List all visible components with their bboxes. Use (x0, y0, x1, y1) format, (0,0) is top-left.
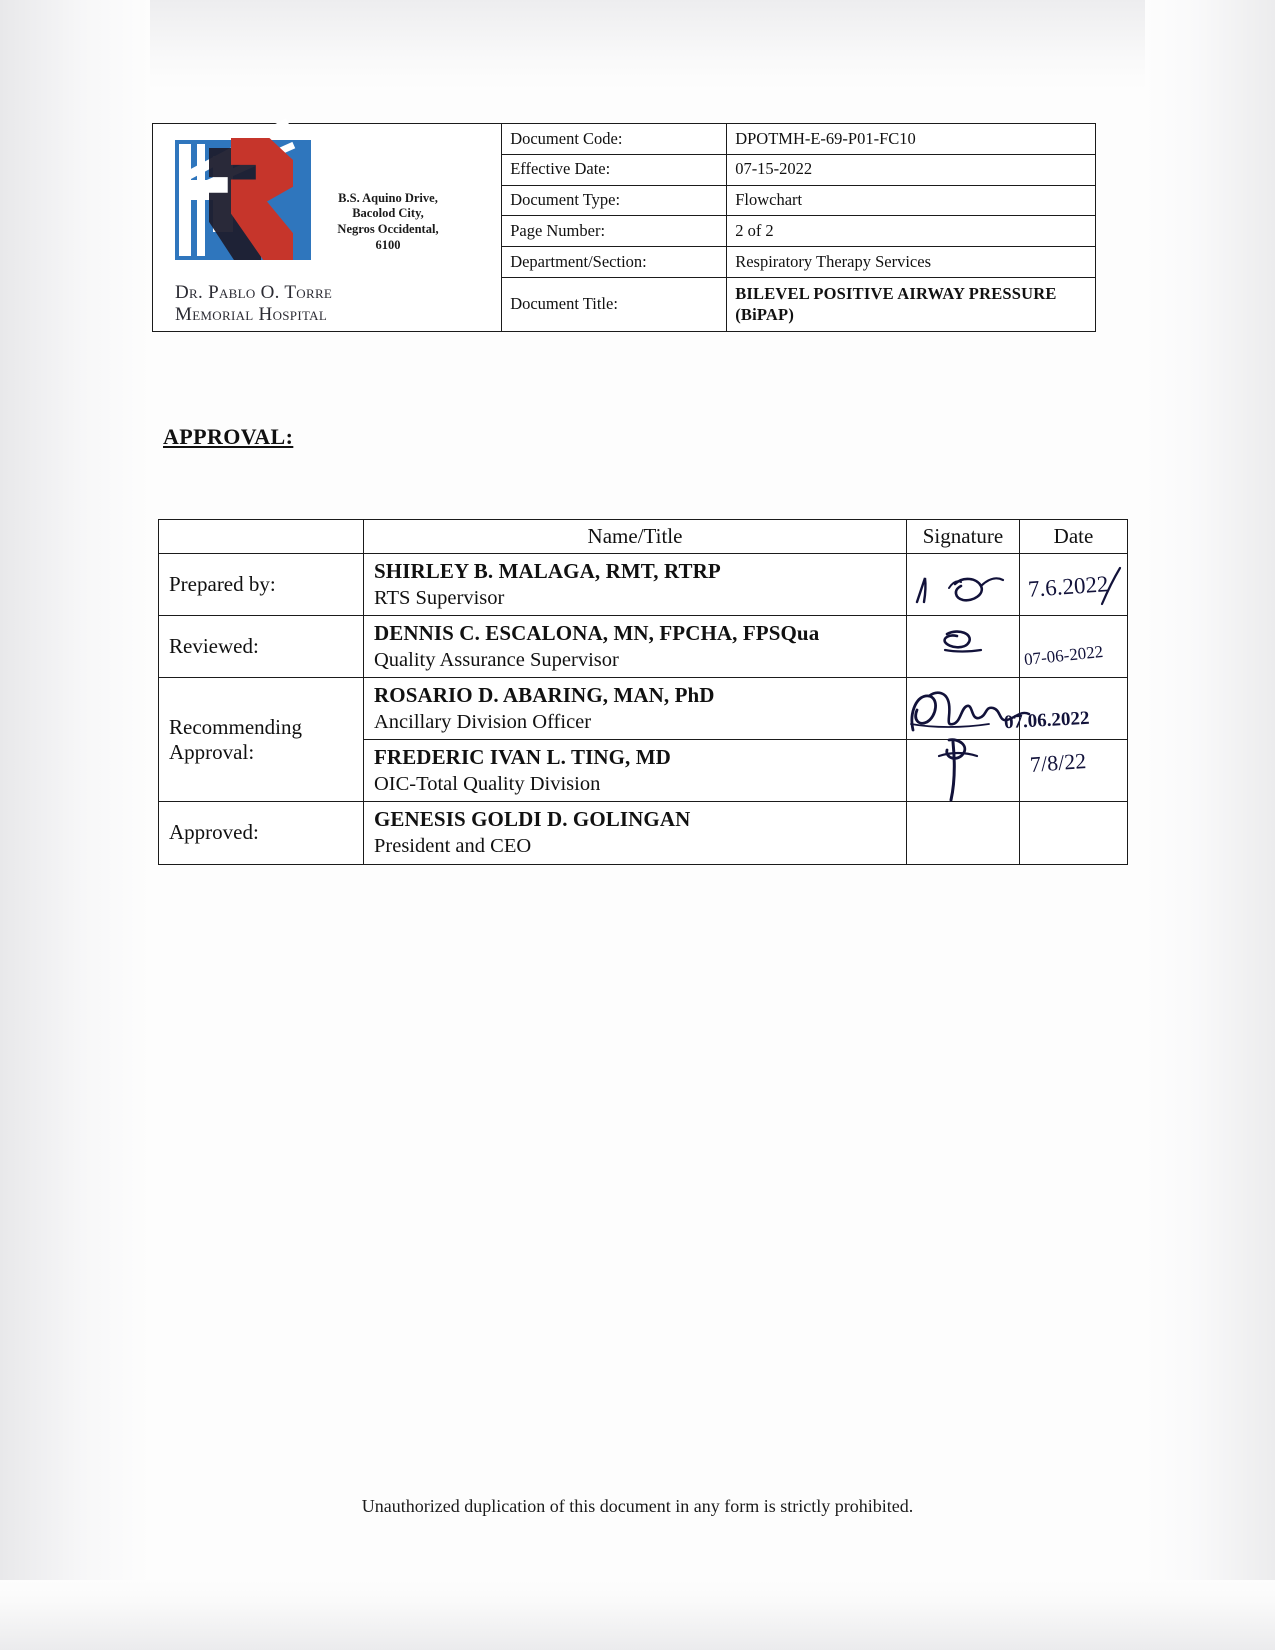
signature-cell-approved (907, 802, 1020, 864)
table-row (502, 247, 1095, 278)
date-cell-approved (1020, 802, 1128, 864)
scan-shadow-top (0, 0, 1275, 90)
handwritten-date: 7.6.2022 (1027, 571, 1110, 602)
signature-cell-reviewed (907, 616, 1020, 678)
table-row (159, 678, 1128, 740)
hospital-name-line-1: Dr. Pablo O. Torre (175, 282, 333, 303)
address-line-2: Bacolod City, (352, 206, 424, 221)
signature-cell-ting (907, 740, 1020, 802)
date-cell-abaring (1003, 678, 1128, 740)
column-header-date: Date (1020, 520, 1128, 554)
column-header-role (159, 520, 364, 554)
header-meta-table (502, 124, 1095, 331)
signatory-name: GENESIS GOLDI D. GOLINGAN (374, 807, 691, 832)
signatory-title: OIC-Total Quality Division (374, 773, 601, 796)
scan-shadow-bottom (0, 1580, 1275, 1650)
table-row (159, 802, 1128, 864)
row-name-title-abaring (364, 678, 907, 740)
column-header-name-title: Name/Title (364, 520, 907, 554)
row-role-reviewed: Reviewed: (159, 616, 364, 678)
address-line-3: Negros Occidental, (337, 222, 439, 236)
table-row (502, 277, 1095, 330)
meta-value-document-code: DPOTMH-E-69-P01-FC10 (727, 124, 1095, 154)
signatory-title: Ancillary Division Officer (374, 711, 592, 734)
row-role-approved: Approved: (159, 802, 364, 864)
table-row (502, 154, 1095, 185)
approval-heading: APPROVAL: (163, 424, 294, 449)
document-header-table (152, 123, 1096, 332)
approval-table-wrapper (158, 519, 1128, 865)
hospital-name-line-2: Memorial Hospital (175, 304, 328, 326)
meta-label-document-title: Document Title: (502, 277, 727, 330)
row-role-prepared-by: Prepared by: (159, 554, 364, 616)
column-header-signature: Signature (907, 520, 1020, 554)
date-strike-mark-icon (1098, 564, 1132, 608)
table-row (502, 185, 1095, 216)
approval-table (158, 519, 1128, 865)
handwritten-date: 7/8/22 (1029, 748, 1088, 778)
row-role-recommending-approval: Recommending Approval: (159, 678, 364, 802)
header-logo-cell (153, 124, 502, 331)
hospital-logo-icon (157, 130, 317, 280)
handwritten-signature-icon (929, 624, 1009, 664)
scan-shadow-right (1145, 0, 1275, 1650)
row-name-title-approved (364, 802, 907, 864)
signatory-name: DENNIS C. ESCALONA, MN, FPCHA, FPSQua (374, 621, 820, 646)
handwritten-signature-icon (925, 732, 1005, 812)
address-line-4: 6100 (375, 237, 401, 252)
hospital-name (157, 282, 497, 327)
handwritten-signature-icon (911, 568, 1021, 614)
meta-value-document-title: BILEVEL POSITIVE AIRWAY PRESSURE (BiPAP) (735, 283, 1057, 325)
meta-label-document-code: Document Code: (502, 124, 727, 154)
table-row (502, 124, 1095, 154)
row-name-title-prepared-by (364, 554, 907, 616)
meta-label-document-type: Document Type: (502, 185, 727, 216)
scan-shadow-left (0, 0, 150, 1650)
header-meta-cell (502, 124, 1095, 331)
date-cell-ting (1020, 740, 1128, 802)
meta-value-page-number: 2 of 2 (727, 216, 1095, 247)
table-row (159, 554, 1128, 616)
signatory-name: SHIRLEY B. MALAGA, RMT, RTRP (374, 559, 721, 583)
address-line-1: B.S. Aquino Drive, (338, 190, 438, 205)
approval-table-header-row (159, 520, 1128, 554)
hospital-address (323, 191, 453, 254)
meta-label-page-number: Page Number: (502, 216, 727, 247)
row-name-title-ting (364, 740, 907, 802)
table-row (159, 616, 1128, 678)
meta-label-department-section: Department/Section: (502, 247, 727, 278)
meta-value-department-section: Respiratory Therapy Services (727, 247, 1095, 278)
signatory-title: President and CEO (374, 835, 532, 858)
date-cell-reviewed (1020, 616, 1128, 678)
handwritten-date: 07.06.2022 (1003, 707, 1090, 734)
signatory-title: RTS Supervisor (374, 586, 505, 609)
meta-value-effective-date: 07-15-2022 (727, 154, 1095, 185)
date-cell-prepared-by (1020, 554, 1128, 616)
signature-cell-prepared-by (907, 554, 1020, 616)
row-name-title-reviewed (364, 616, 907, 678)
table-row (502, 216, 1095, 247)
signatory-title: Quality Assurance Supervisor (374, 648, 619, 671)
handwritten-date: 07-06-2022 (1023, 642, 1105, 670)
signatory-name: FREDERIC IVAN L. TING, MD (374, 745, 671, 770)
meta-value-document-type: Flowchart (727, 185, 1095, 216)
footer-note: Unauthorized duplication of this document in any form is strictly prohibited. (361, 1496, 914, 1516)
signatory-name: ROSARIO D. ABARING, MAN, PhD (374, 683, 715, 708)
signature-cell-abaring (907, 678, 1020, 740)
meta-label-effective-date: Effective Date: (502, 154, 727, 185)
